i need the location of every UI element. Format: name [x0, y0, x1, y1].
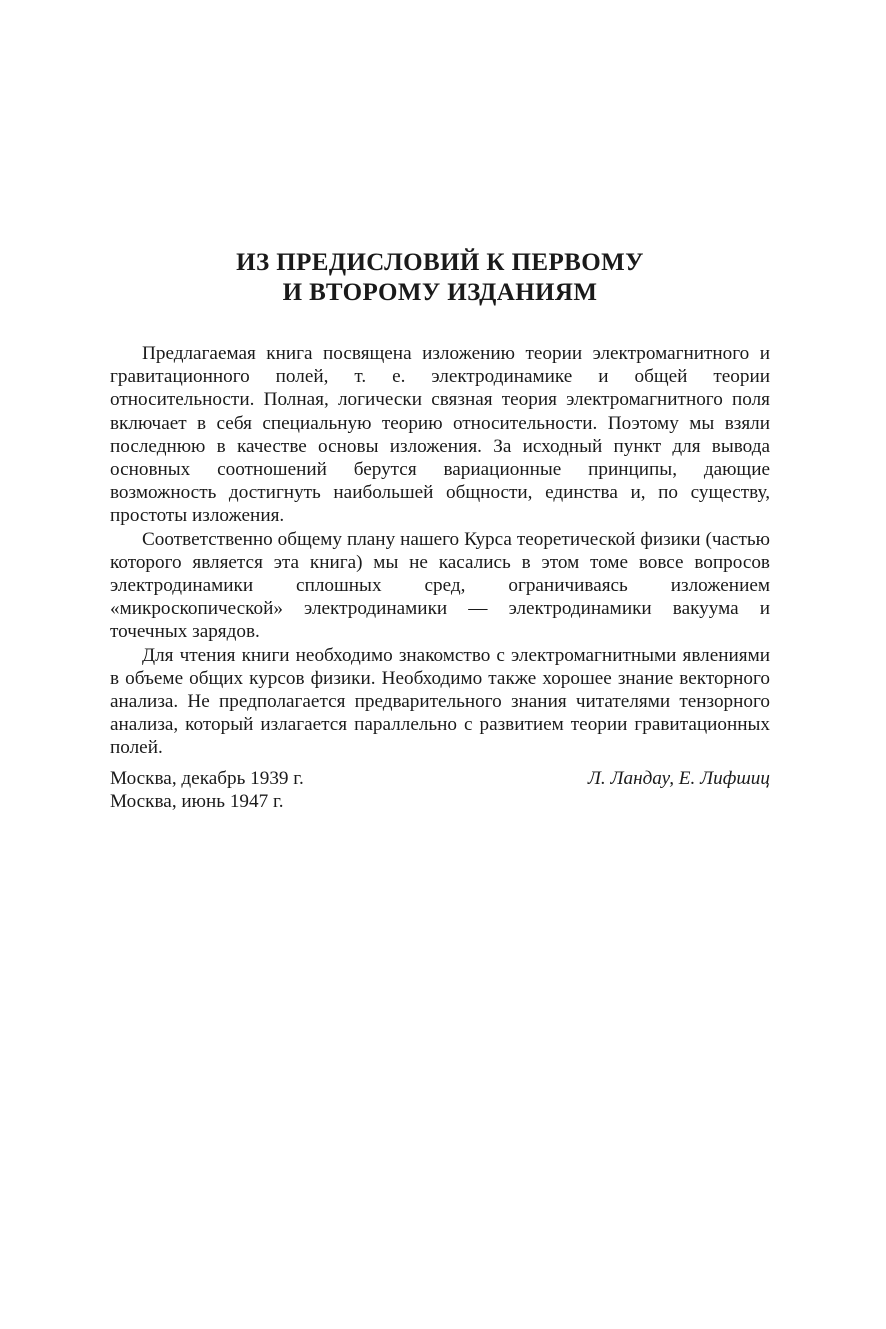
preface-paragraph-2: Соответственно общему плану нашего Курса теоретической физики (частью которого является эта книга) мы не касались в этом томе вовсе вопросов электродинамики сплошных сред, ограничиваясь изложением «микроскопической» электродинамики — электродинамики вакуума и точечных зарядов. — [110, 528, 770, 643]
preface-body — [110, 342, 770, 760]
date-place-1947: Москва, июнь 1947 г. — [110, 791, 284, 813]
preface-signoff — [110, 767, 770, 813]
preface-title-line-2: И ВТОРОМУ ИЗДАНИЯМ — [282, 279, 598, 306]
date-place-1939: Москва, декабрь 1939 г. — [110, 768, 304, 789]
preface-title-line-1: ИЗ ПРЕДИСЛОВИЙ К ПЕРВОМУ — [236, 249, 644, 276]
authors-signature: Л. Ландау, Е. Лифшиц — [587, 768, 770, 789]
preface-title — [110, 248, 770, 308]
preface-paragraph-1: Предлагаемая книга посвящена изложению теории электромагнитного и гравитационного полей, т. е. электродинамике и общей теории относительности. Полная, логически связная теория электромагнитного поля включает в себя специальную теорию относительности. Поэтому мы взяли последнюю в качестве основы изложения. За исходный пункт для вывода основных соотношений берутся вариационные принципы, дающие возможность достигнуть наибольшей общности, единства и, по существу, простоты изложения. — [110, 343, 770, 527]
preface-paragraph-3: Для чтения книги необходимо знакомство с электромагнитными явлениями в объеме общих курсов физики. Необходимо также хорошее знание векторного анализа. Не предполагается предварительного знания читателями тензорного анализа, который излагается параллельно с развитием теории гравитационных полей. — [110, 644, 770, 759]
